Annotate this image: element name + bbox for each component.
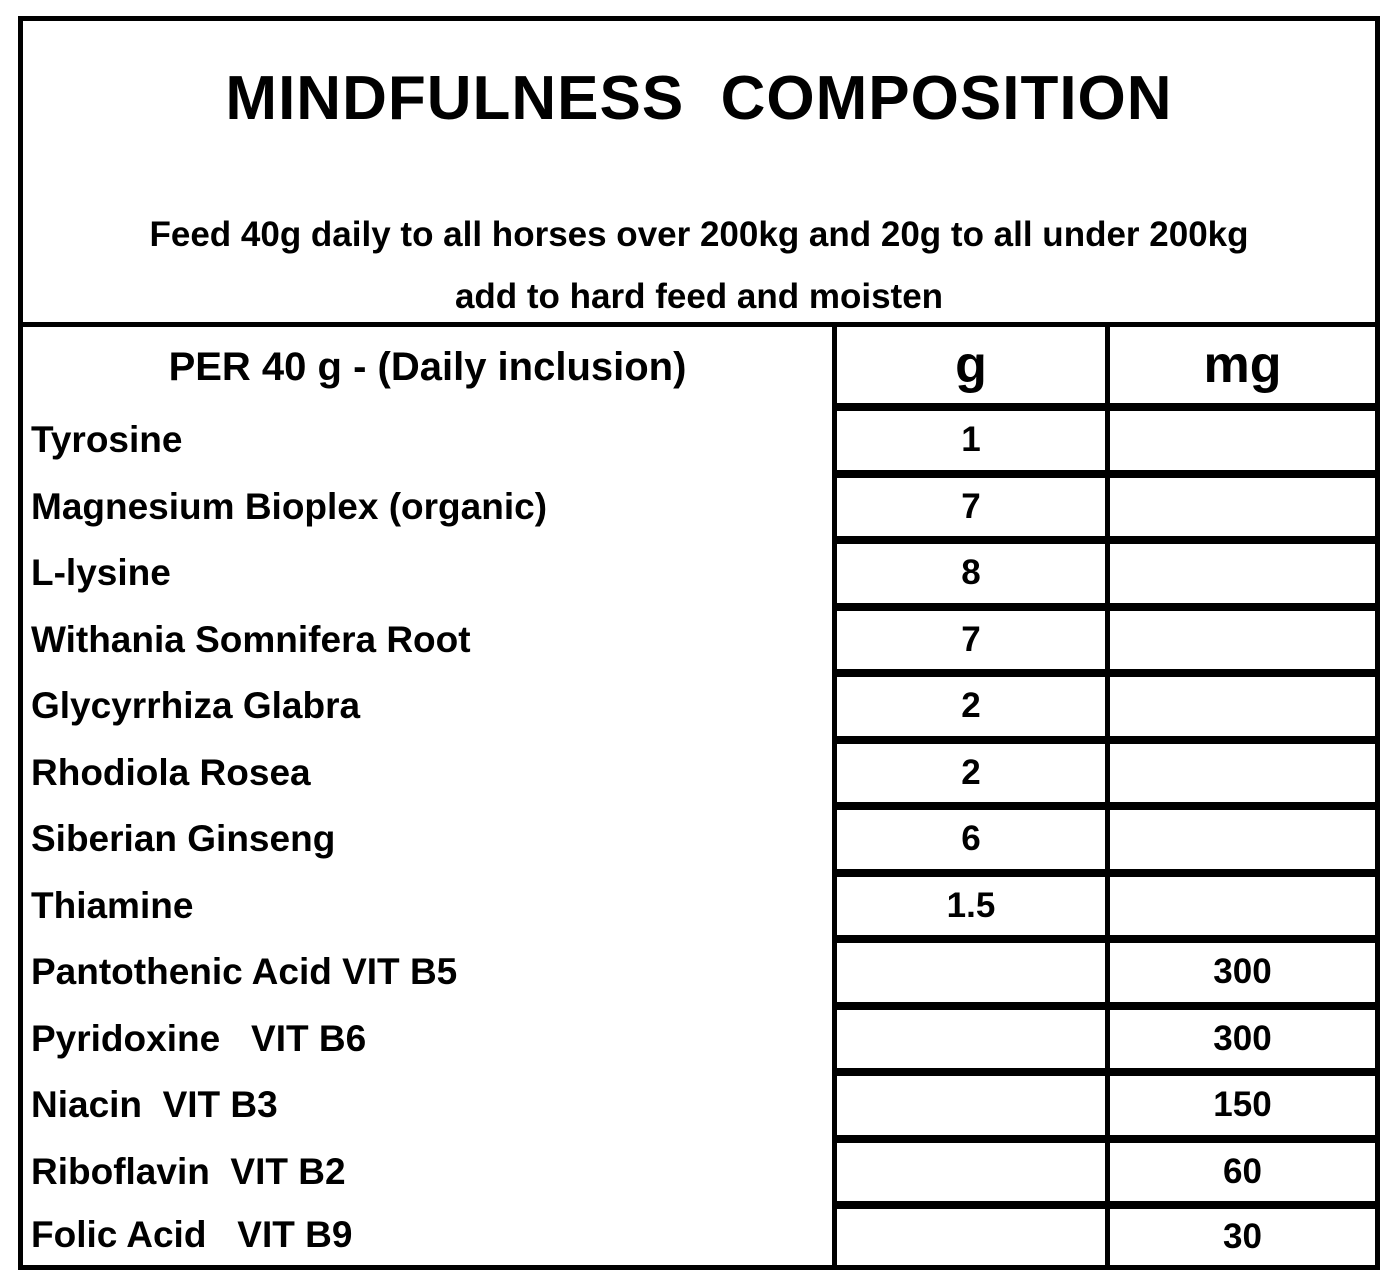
amount-mg: 60 (1110, 1139, 1375, 1206)
table-header-row (23, 327, 1375, 407)
table-row (23, 474, 1375, 541)
amount-g: 8 (837, 540, 1105, 607)
table-row (23, 607, 1375, 674)
page-title: MINDFULNESS COMPOSITION (225, 64, 1173, 133)
table-row (23, 1072, 1375, 1139)
ingredient-name: Thiamine (31, 884, 194, 926)
amount-g: 2 (837, 740, 1105, 807)
ingredient-name: Pyridoxine VIT B6 (31, 1017, 367, 1059)
table-row (23, 939, 1375, 1006)
amount-g: 7 (837, 607, 1105, 674)
amount-g: 1.5 (837, 873, 1105, 940)
column-header-mg: mg (1110, 327, 1375, 407)
table-row (23, 873, 1375, 940)
amount-mg (1110, 474, 1375, 541)
amount-g (837, 1072, 1105, 1139)
ingredient-name: Magnesium Bioplex (organic) (31, 485, 548, 527)
ingredient-name: Pantothenic Acid VIT B5 (31, 951, 458, 993)
amount-mg: 300 (1110, 1006, 1375, 1073)
amount-g: 2 (837, 673, 1105, 740)
ingredient-name: L-lysine (31, 552, 171, 594)
feeding-instruction-line-1: Feed 40g daily to all horses over 200kg and 20g to all under 200kg (149, 215, 1249, 254)
table-row (23, 540, 1375, 607)
amount-g: 6 (837, 806, 1105, 873)
amount-g (837, 1205, 1105, 1265)
amount-mg (1110, 806, 1375, 873)
ingredient-name: Glycyrrhiza Glabra (31, 685, 361, 727)
ingredient-name: Tyrosine (31, 419, 183, 461)
table-row (23, 1006, 1375, 1073)
ingredient-name: Folic Acid VIT B9 (31, 1214, 353, 1255)
amount-mg (1110, 607, 1375, 674)
ingredient-name: Niacin VIT B3 (31, 1084, 278, 1126)
ingredient-name: Withania Somnifera Root (31, 618, 471, 660)
table-row (23, 1205, 1375, 1265)
column-header-g: g (837, 327, 1105, 407)
amount-g (837, 939, 1105, 1006)
composition-table-frame (18, 16, 1380, 1270)
amount-mg (1110, 407, 1375, 474)
amount-mg (1110, 673, 1375, 740)
ingredient-name: Siberian Ginseng (31, 818, 336, 860)
amount-g (837, 1006, 1105, 1073)
amount-mg: 150 (1110, 1072, 1375, 1139)
table-row (23, 1139, 1375, 1206)
table-row (23, 806, 1375, 873)
table-row (23, 740, 1375, 807)
ingredient-name: Riboflavin VIT B2 (31, 1150, 346, 1192)
amount-g: 1 (837, 407, 1105, 474)
amount-g (837, 1139, 1105, 1206)
header-section (23, 21, 1375, 327)
amount-g: 7 (837, 474, 1105, 541)
amount-mg: 30 (1110, 1205, 1375, 1265)
ingredient-name: Rhodiola Rosea (31, 751, 311, 793)
table-row (23, 673, 1375, 740)
amount-mg (1110, 873, 1375, 940)
column-header-ingredient: PER 40 g - (Daily inclusion) (168, 344, 687, 389)
feeding-instruction-line-2: add to hard feed and moisten (454, 277, 944, 316)
amount-mg (1110, 540, 1375, 607)
table-row (23, 407, 1375, 474)
amount-mg: 300 (1110, 939, 1375, 1006)
amount-mg (1110, 740, 1375, 807)
